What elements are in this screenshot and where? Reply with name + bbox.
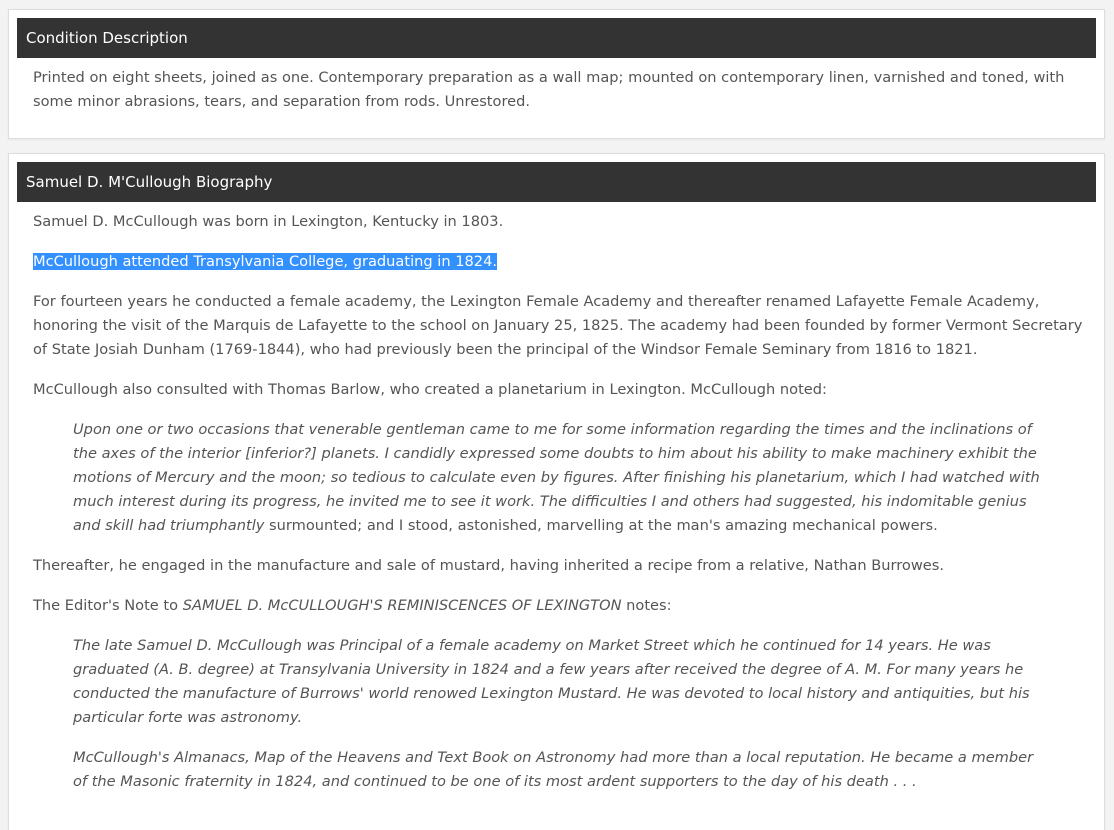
quote-editors-note-2: McCullough's Almanacs, Map of the Heavens and Text Book on Astronomy had more than a local reputation. He became a member of the Masonic fraternity in 1824, and continued to be one of its most ardent supporters to the day of his death . . .: [73, 749, 1034, 790]
quote-planetarium-italic: Upon one or two occasions that venerable gentleman came to me for some information regarding the times and the inclinations of the axes of the interior [inferior?] planets. I candidly expressed some doubts to him about his ability to make machinery exhibit the motions of Mercury and the moon; so tedious to calculate even by figures. After finishing his planetarium, which I had watched with much interest during its progress, he invited me to see it work. The difficulties I and others had suggested, his indomitable genius and skill had triumphantly: [73, 421, 1040, 534]
condition-body: [33, 66, 1086, 130]
bio-paragraph-education: [33, 250, 1086, 274]
condition-text: Printed on eight sheets, joined as one. Contemporary preparation as a wall map; mounted on contemporary linen, varnished and toned, with some minor abrasions, tears, and separation from rods. Unrestored.: [33, 69, 1065, 110]
bio-paragraph-barlow: McCullough also consulted with Thomas Barlow, who created a planetarium in Lexington. McCullough noted:: [33, 381, 827, 398]
quote-planetarium-upright: surmounted; and I stood, astonished, marvelling at the man's amazing mechanical powers.: [264, 517, 938, 534]
editors-note-prefix: The Editor's Note to: [33, 597, 183, 614]
bio-paragraph-academy: For fourteen years he conducted a female academy, the Lexington Female Academy and thereafter renamed Lafayette Female Academy, honoring the visit of the Marquis de Lafayette to the school on January 25, 1825. The academy had been founded by former Vermont Secretary of State Josiah Dunham (1769-1844), who had previously been the principal of the Windsor Female Seminary from 1816 to 1821.: [33, 293, 1083, 358]
editors-note-suffix: notes:: [621, 597, 672, 614]
biography-header: Samuel D. M'Cullough Biography: [17, 162, 1096, 202]
editors-note-title: SAMUEL D. McCULLOUGH'S REMINISCENCES OF LEXINGTON: [182, 597, 622, 614]
biography-body: [33, 210, 1086, 810]
biography-panel: [8, 153, 1105, 830]
quote-editors-note-1: The late Samuel D. McCullough was Principal of a female academy on Market Street which he continued for 14 years. He was graduated (A. B. degree) at Transylvania University in 1824 and a few years after received the degree of A. M. For many years he conducted the manufacture of Burrows' world renowed Lexington Mustard. He was devoted to local history and antiquities, but his particular forte was astronomy.: [73, 637, 1030, 726]
condition-panel: [8, 9, 1105, 139]
condition-header: Condition Description: [17, 18, 1096, 58]
bio-paragraph-mustard: Thereafter, he engaged in the manufacture and sale of mustard, having inherited a recipe from a relative, Nathan Burrowes.: [33, 557, 945, 574]
bio-paragraph-editors-note: [33, 594, 1086, 618]
bio-paragraph-birth: Samuel D. McCullough was born in Lexington, Kentucky in 1803.: [33, 213, 504, 230]
selected-text[interactable]: McCullough attended Transylvania College, graduating in 1824.: [33, 253, 498, 270]
quote-planetarium: [73, 418, 1086, 538]
